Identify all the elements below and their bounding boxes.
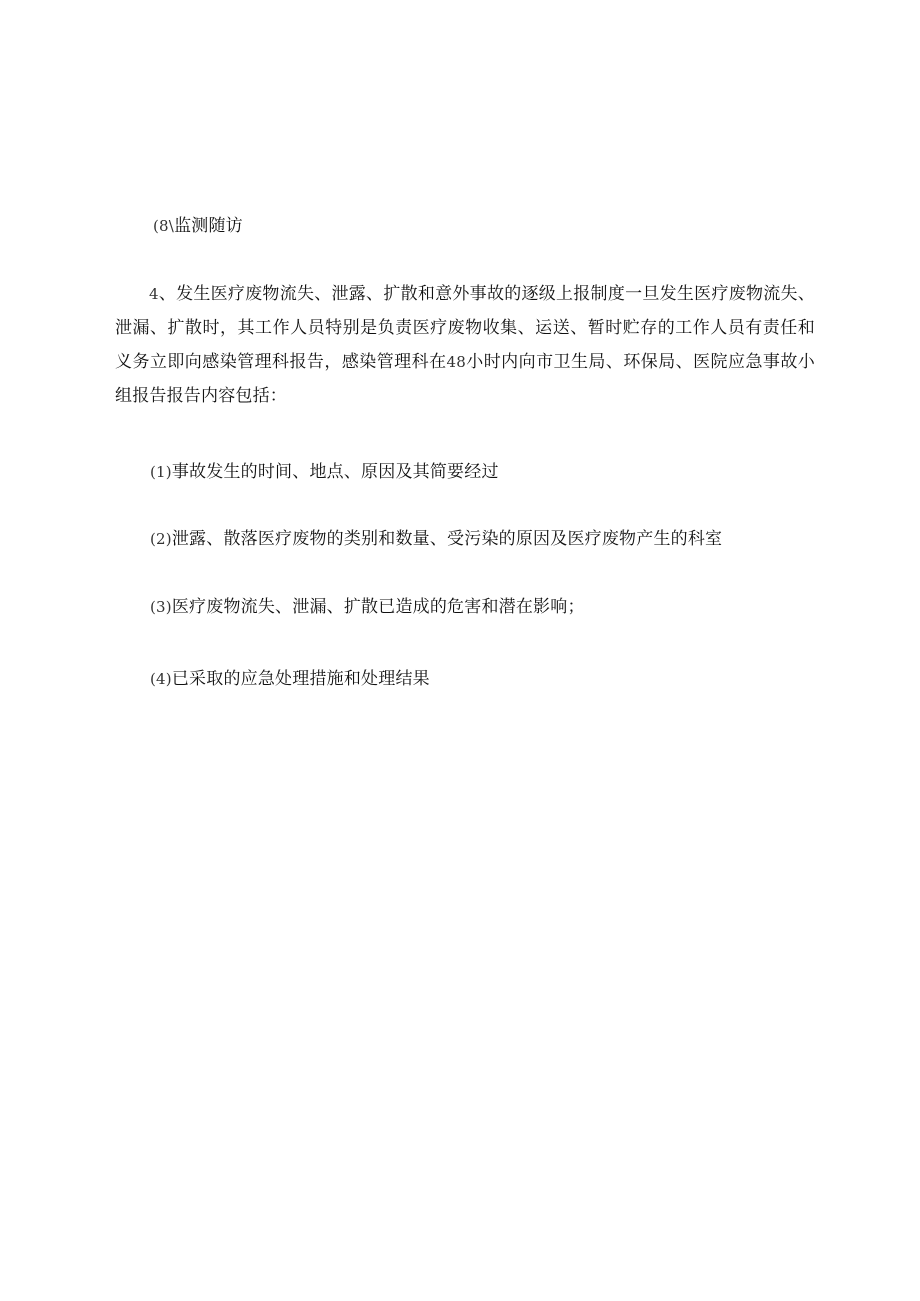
list-item-2 [150,527,722,551]
list-item-2-marker: (2) [150,530,172,548]
list-item-3 [150,595,585,619]
list-item-3-text: 医疗废物流失、泄漏、扩散已造成的危害和潜在影响； [171,597,585,617]
item-8 [153,214,243,238]
list-item-1 [150,460,499,484]
list-item-2-text: 泄露、散落医疗废物的类别和数量、受污染的原因及医疗废物产生的科室 [171,529,723,549]
list-item-1-marker: (1) [150,463,172,481]
list-item-4-marker: (4) [150,670,172,688]
section-4-number: 4 [149,285,159,303]
section-4-text-after: 小时内向市卫生局、环保局、医院应急事故小组报告报告内容包括： [115,352,815,406]
item-8-text: 监测随访 [174,216,243,236]
list-item-4-text: 已采取的应急处理措施和处理结果 [171,669,430,689]
list-item-3-marker: (3) [150,598,172,616]
list-item-1-text: 事故发生的时间、地点、原因及其简要经过 [171,462,499,482]
item-8-marker: (8\ [153,217,175,235]
section-4-text: 、发生医疗废物流失、泄露、扩散和意外事故的逐级上报制度一旦发生医疗废物流失、泄漏、扩散时，其工作人员特别是负责医疗废物收集、运送、暂时贮存的工作人员有责任和义务立即向感染管理科报告，感染管理科在 [115,284,815,372]
section-4-paragraph [115,277,815,413]
list-item-4 [150,667,430,691]
section-4-hours: 48 [446,353,467,371]
